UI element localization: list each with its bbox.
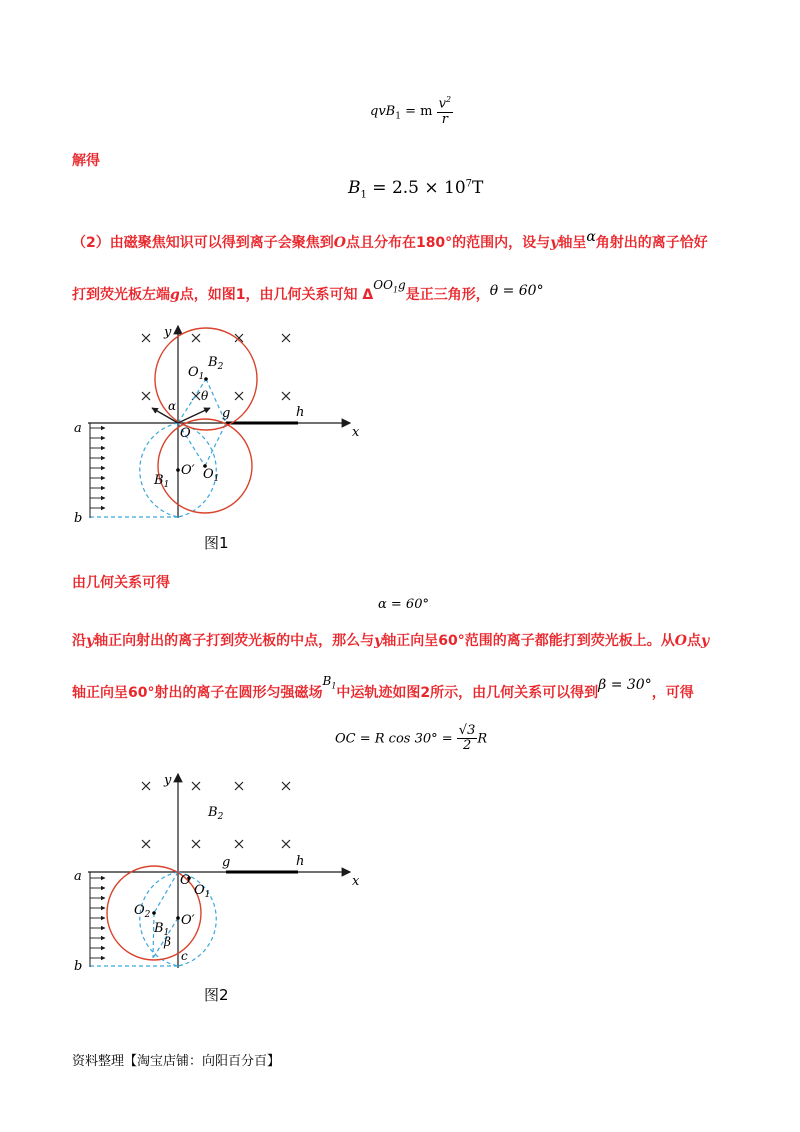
eq1-num: $v^2$ xyxy=(438,95,452,112)
label-a: a xyxy=(74,421,82,436)
point-o-prime xyxy=(176,468,180,472)
para3-line1: 由几何关系可得 xyxy=(72,575,170,591)
label-o-prime: O′ xyxy=(181,913,195,928)
figure-1-caption: 图1 xyxy=(204,534,229,552)
para2-line1: （2）由磁聚焦知识可以得到离子会聚焦到O点且分布在180°的范围内，设与y轴呈α角射出的离子恰好 xyxy=(72,229,708,251)
label-h: h xyxy=(296,405,305,420)
point-o1-top xyxy=(204,377,208,381)
eq1-eq: = m xyxy=(400,103,433,119)
eq3-rhs: R xyxy=(477,731,488,747)
figure-1 xyxy=(60,318,380,558)
label-o: O xyxy=(180,873,191,888)
label-y: y xyxy=(164,325,172,340)
equation-b1 xyxy=(348,178,483,200)
eq1-fraction xyxy=(437,96,453,127)
particle-arrows xyxy=(90,428,105,508)
eq2-mant: 2.5 xyxy=(391,178,419,198)
eq2-eq: = xyxy=(366,178,392,198)
label-g: g xyxy=(222,406,231,421)
eq2-times: × 10 xyxy=(418,178,466,198)
equation-lorentz xyxy=(370,96,453,127)
jiede-label: 解得 xyxy=(72,153,100,169)
label-theta: θ xyxy=(201,389,209,403)
figure-2 xyxy=(60,768,380,978)
label-o: O xyxy=(180,426,191,441)
para2-line2: 打到荧光板左端g点，如图1，由几何关系可知 $\Delta OO_1g$是正三角形，θ = 60° xyxy=(72,278,544,303)
label-o1-top: $O_1$ xyxy=(188,365,205,382)
label-h: h xyxy=(296,854,305,869)
eq1-lhs-sub: 1 xyxy=(395,111,401,122)
alpha-equation: α = 60° xyxy=(378,597,429,612)
figure-2-caption: 图2 xyxy=(204,986,229,1004)
eq1-den: r xyxy=(441,111,448,127)
footer-source: 资料整理【淘宝店铺：向阳百分百】 xyxy=(72,1054,281,1069)
equation-oc xyxy=(335,724,487,754)
eq3-fraction: $\frac{√3}{2}$ xyxy=(458,723,476,754)
figure-2-svg xyxy=(60,768,380,978)
label-b2: $B_2$ xyxy=(208,355,224,372)
label-o2: $O_2$ xyxy=(134,903,151,920)
particle-arrows xyxy=(90,878,105,958)
label-o-prime: O′ xyxy=(181,463,195,478)
label-b: b xyxy=(74,511,83,526)
label-c: c xyxy=(181,949,188,963)
label-o1: $O_1$ xyxy=(194,883,211,900)
eq3-lhs: OC = R cos 30° = xyxy=(335,731,457,747)
label-b2: $B_2$ xyxy=(208,805,224,822)
point-o2 xyxy=(152,911,156,915)
label-b: b xyxy=(74,959,83,974)
label-x: x xyxy=(352,874,360,889)
para3-line3: 轴正向呈60°射出的离子在圆形匀强磁场$B_1$中运轨迹如图2所示，由几何关系可以得到β = 30°，可得 xyxy=(72,674,694,701)
label-g: g xyxy=(222,855,231,870)
label-alpha: α xyxy=(168,399,177,413)
label-b1: $B_1$ xyxy=(154,921,170,938)
label-y: y xyxy=(164,773,172,788)
point-o-prime xyxy=(176,916,180,920)
eq2-var: B xyxy=(348,178,361,198)
label-beta: β xyxy=(164,935,171,949)
label-b1: $B_1$ xyxy=(154,473,170,490)
para3-line2: 沿y轴正向射出的离子打到荧光板的中点，那么与y轴正向呈60°范围的离子都能打到荧光板上。从O点y xyxy=(72,633,710,649)
label-o1-bottom: $O_1$ xyxy=(203,467,220,484)
label-a: a xyxy=(74,869,82,884)
figure-1-svg xyxy=(60,318,380,558)
eq2-unit: T xyxy=(472,178,484,198)
eq2-sub: 1 xyxy=(360,189,367,201)
label-x: x xyxy=(352,425,360,440)
eq1-lhs: qvB xyxy=(370,103,396,119)
eq2-exp: 7 xyxy=(465,178,473,190)
